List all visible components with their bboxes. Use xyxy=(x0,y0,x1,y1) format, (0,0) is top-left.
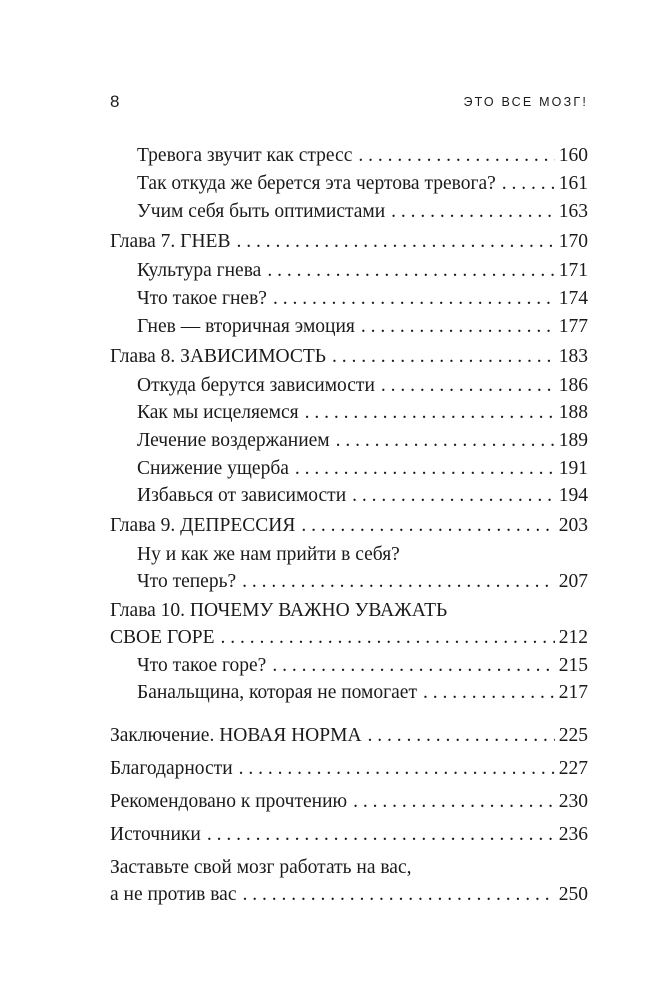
toc-entry-page: 161 xyxy=(558,173,588,194)
toc-entry xyxy=(137,259,588,283)
toc-entry-page: 230 xyxy=(558,791,588,812)
toc-leader-dots xyxy=(423,681,555,705)
running-title: ЭТО ВСЕ МОЗГ! xyxy=(463,95,588,109)
toc-entry xyxy=(137,484,588,508)
toc-entry-page: 183 xyxy=(558,346,588,367)
toc-entry-title: Что такое горе? xyxy=(137,655,267,676)
toc-entry-title: Гнев — вторичная эмоция xyxy=(137,316,355,337)
toc-entry-page: 194 xyxy=(558,485,588,506)
toc-leader-dots xyxy=(361,315,555,339)
toc-leader-dots xyxy=(305,401,555,425)
toc-entry-title: Тревога звучит как стресс xyxy=(137,145,353,166)
toc-entry-title: а не против вас xyxy=(110,884,237,905)
toc-leader-dots xyxy=(239,757,555,781)
toc-entry xyxy=(137,654,588,678)
toc-leader-dots xyxy=(502,172,555,196)
toc-chapter-entry xyxy=(110,514,588,538)
toc-entry-page: 177 xyxy=(558,316,588,337)
toc-entry-title: Что такое гнев? xyxy=(137,288,267,309)
toc-entry-page: 191 xyxy=(558,458,588,479)
toc-leader-dots xyxy=(353,790,555,814)
toc-entry xyxy=(137,374,588,398)
toc-leader-dots xyxy=(301,514,554,538)
toc-entry xyxy=(137,287,588,311)
toc-entry-page: 189 xyxy=(558,430,588,451)
toc-chapter-entry xyxy=(110,345,588,369)
toc-entry-title: Лечение воздержанием xyxy=(137,430,330,451)
toc-entry xyxy=(137,681,588,705)
toc-leader-dots xyxy=(336,429,555,453)
toc-entry-page: 215 xyxy=(558,655,588,676)
toc-leader-dots xyxy=(242,570,555,594)
toc-entry-page: 203 xyxy=(558,515,588,536)
toc-entry-title: Как мы исцеляемся xyxy=(137,402,299,423)
toc-entry-title: Так откуда же берется эта чертова тревога? xyxy=(137,173,496,194)
toc-entry-line xyxy=(137,543,588,567)
toc-chapter-entry xyxy=(110,823,588,847)
toc-entry-title: Что теперь? xyxy=(137,571,237,592)
toc-leader-dots xyxy=(242,883,554,907)
toc-entry-page: 160 xyxy=(558,145,588,166)
toc-entry-page: 186 xyxy=(558,375,588,396)
toc-leader-dots xyxy=(295,457,555,481)
toc-chapter-entry-line xyxy=(110,856,588,880)
toc-entry-page: 174 xyxy=(558,288,588,309)
toc-leader-dots xyxy=(352,484,555,508)
toc-leader-dots xyxy=(332,345,555,369)
toc-leader-dots xyxy=(207,823,555,847)
toc-entry xyxy=(137,570,588,594)
toc-entry xyxy=(137,144,588,168)
toc-leader-dots xyxy=(267,259,554,283)
toc-entry-title: Учим себя быть оптимистами xyxy=(137,201,386,222)
toc-entry-title: Источники xyxy=(110,824,201,845)
toc-entry-title: Глава 10. ПОЧЕМУ ВАЖНО УВАЖАТЬ xyxy=(110,600,448,621)
toc-chapter-entry xyxy=(110,724,588,748)
toc-entry-title: Глава 7. ГНЕВ xyxy=(110,231,231,252)
toc-entry-title: Глава 9. ДЕПРЕССИЯ xyxy=(110,515,296,536)
toc-leader-dots xyxy=(236,230,554,254)
toc-entry-title: Глава 8. ЗАВИСИМОСТЬ xyxy=(110,346,326,367)
toc-entry-page: 170 xyxy=(558,231,588,252)
toc-entry-page: 236 xyxy=(558,824,588,845)
toc-leader-dots xyxy=(273,287,555,311)
toc-entry-title: Заключение. НОВАЯ НОРМА xyxy=(110,725,362,746)
toc-entry xyxy=(137,429,588,453)
toc-chapter-entry xyxy=(110,883,588,907)
toc-entry xyxy=(137,457,588,481)
toc-leader-dots xyxy=(358,144,554,168)
toc-entry-page: 227 xyxy=(558,758,588,779)
toc-entry-title: Банальщина, которая не помогает xyxy=(137,682,417,703)
toc-leader-dots xyxy=(221,626,555,650)
toc-entry-title: Культура гнева xyxy=(137,260,262,281)
toc-entry-title: Снижение ущерба xyxy=(137,458,289,479)
toc-entry-page: 207 xyxy=(558,571,588,592)
toc-entry-title: Избавься от зависимости xyxy=(137,485,347,506)
toc-entry-title: Благодарности xyxy=(110,758,233,779)
toc-entry-page: 171 xyxy=(558,260,588,281)
toc-chapter-entry-line xyxy=(110,599,588,623)
toc-entry-page: 212 xyxy=(558,627,588,648)
page-number: 8 xyxy=(110,92,120,111)
toc-entry-title: Заставьте свой мозг работать на вас, xyxy=(110,857,412,878)
toc-entry-page: 225 xyxy=(558,725,588,746)
toc-entry-title: Рекомендовано к прочтению xyxy=(110,791,348,812)
toc-leader-dots xyxy=(272,654,554,678)
toc-chapter-entry xyxy=(110,757,588,781)
toc-leader-dots xyxy=(368,724,555,748)
toc-entry xyxy=(137,200,588,224)
toc-entry-page: 163 xyxy=(558,201,588,222)
toc-entry-page: 188 xyxy=(558,402,588,423)
toc-leader-dots xyxy=(391,200,555,224)
toc-chapter-entry xyxy=(110,626,588,650)
toc-entry-page: 250 xyxy=(558,884,588,905)
toc-entry xyxy=(137,401,588,425)
toc-entry-title: Откуда берутся зависимости xyxy=(137,375,375,396)
toc-leader-dots xyxy=(381,374,555,398)
toc-entry-title: СВОЕ ГОРЕ xyxy=(110,627,215,648)
toc-entry xyxy=(137,315,588,339)
toc-chapter-entry xyxy=(110,230,588,254)
toc-entry-title: Ну и как же нам прийти в себя? xyxy=(137,544,400,565)
toc-entry-page: 217 xyxy=(558,682,588,703)
toc-entry xyxy=(137,172,588,196)
toc-chapter-entry xyxy=(110,790,588,814)
